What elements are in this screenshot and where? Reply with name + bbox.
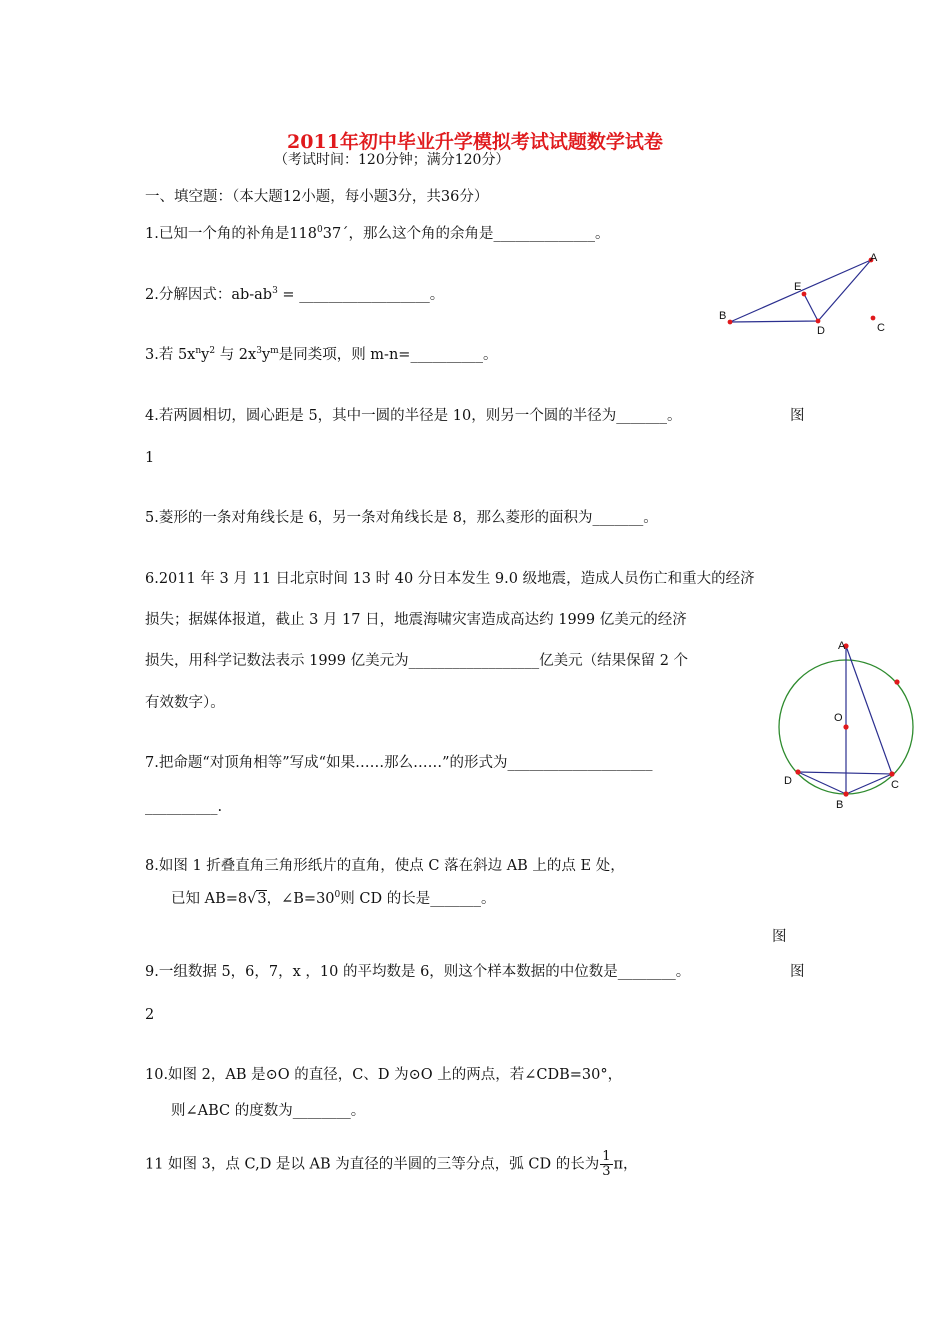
figure-1-label: 图 (790, 408, 805, 424)
figure-1-number: 1 (145, 450, 155, 466)
question-6-line-4: 有效数字）。 (145, 695, 225, 711)
label-b: B (719, 310, 727, 322)
label-a: A (870, 252, 878, 264)
question-2: 2.分解因式：$ab-ab^3$ = __________________。 (145, 286, 445, 303)
label-b: B (836, 799, 844, 811)
question-9: 9.一组数据 5，6，7，x ，10 的平均数是 6，则这个样本数据的中位数是________。 (145, 964, 691, 980)
label-e: E (794, 281, 802, 293)
label-d: D (784, 775, 792, 787)
figure-1-diagram (710, 250, 900, 340)
question-10-line-2: 则∠ABC 的度数为________。 (171, 1103, 366, 1119)
question-10-line-1: 10.如图 2，AB 是⊙O 的直径，C、D 为⊙O 上的两点，若∠CDB=30°， (145, 1067, 623, 1083)
figure-label: 图 (772, 929, 787, 945)
question-11: 11 如图 3，点 C,D 是以 AB 为直径的半圆的三等分点，弧 CD 的长为 $\frac{1}{3}$ π， (145, 1149, 638, 1179)
section-heading: 一、填空题：（本大题12小题，每小题3分，共36分） (145, 189, 489, 205)
question-8-line-2: 已知 AB=8√3，$\angle B=30^0$则 CD 的长是_______。 (171, 890, 496, 907)
question-6-line-2: 损失；据媒体报道，截止 3 月 17 日，地震海啸灾害造成高达约 1999 亿美元的经济 (145, 612, 687, 628)
question-7-line-1: 7.把命题“对顶角相等”写成“如果……那么……”的形式为____________________ (145, 755, 653, 771)
question-6-line-3: 损失，用科学记数法表示 1999 亿美元为__________________亿美元（结果保留 2 个 (145, 653, 689, 669)
fraction: $\frac{1}{3}$ (602, 1149, 611, 1179)
question-7-line-2: __________. (145, 799, 223, 815)
figure-2-label: 图 (790, 964, 805, 980)
figure-2-diagram (770, 632, 930, 812)
exam-info: （考试时间：120分钟；满分120分） (274, 152, 510, 168)
question-4: 4.若两圆相切，圆心距是 5，其中一圆的半径是 10，则另一个圆的半径为_______。 (145, 408, 682, 424)
label-a: A (838, 640, 846, 652)
question-1: 1.已知一个角的补角是$118^037´$，那么这个角的余角是______________。 (145, 225, 610, 242)
page-title: 2011年初中毕业升学模拟考试试题数学试卷 (287, 131, 663, 153)
question-8-line-1: 8.如图 1 折叠直角三角形纸片的直角，使点 C 落在斜边 AB 上的点 E 处， (145, 858, 625, 874)
question-6-line-1: 6.2011 年 3 月 11 日北京时间 13 时 40 分日本发生 9.0 级地震，造成人员伤亡和重大的经济 (145, 571, 755, 587)
question-5: 5.菱形的一条对角线长是 6，另一条对角线长是 8，那么菱形的面积为_______。 (145, 510, 658, 526)
question-3: 3.若 $5x^ny^2$ 与 $2x^3y^m$是同类项，则 m-n=__________。 (145, 346, 498, 363)
label-c: C (891, 779, 899, 791)
label-d: D (817, 325, 825, 337)
sqrt-symbol: √ (247, 891, 257, 907)
figure-2-number: 2 (145, 1007, 155, 1023)
label-c: C (877, 322, 885, 334)
label-o: O (834, 712, 843, 724)
